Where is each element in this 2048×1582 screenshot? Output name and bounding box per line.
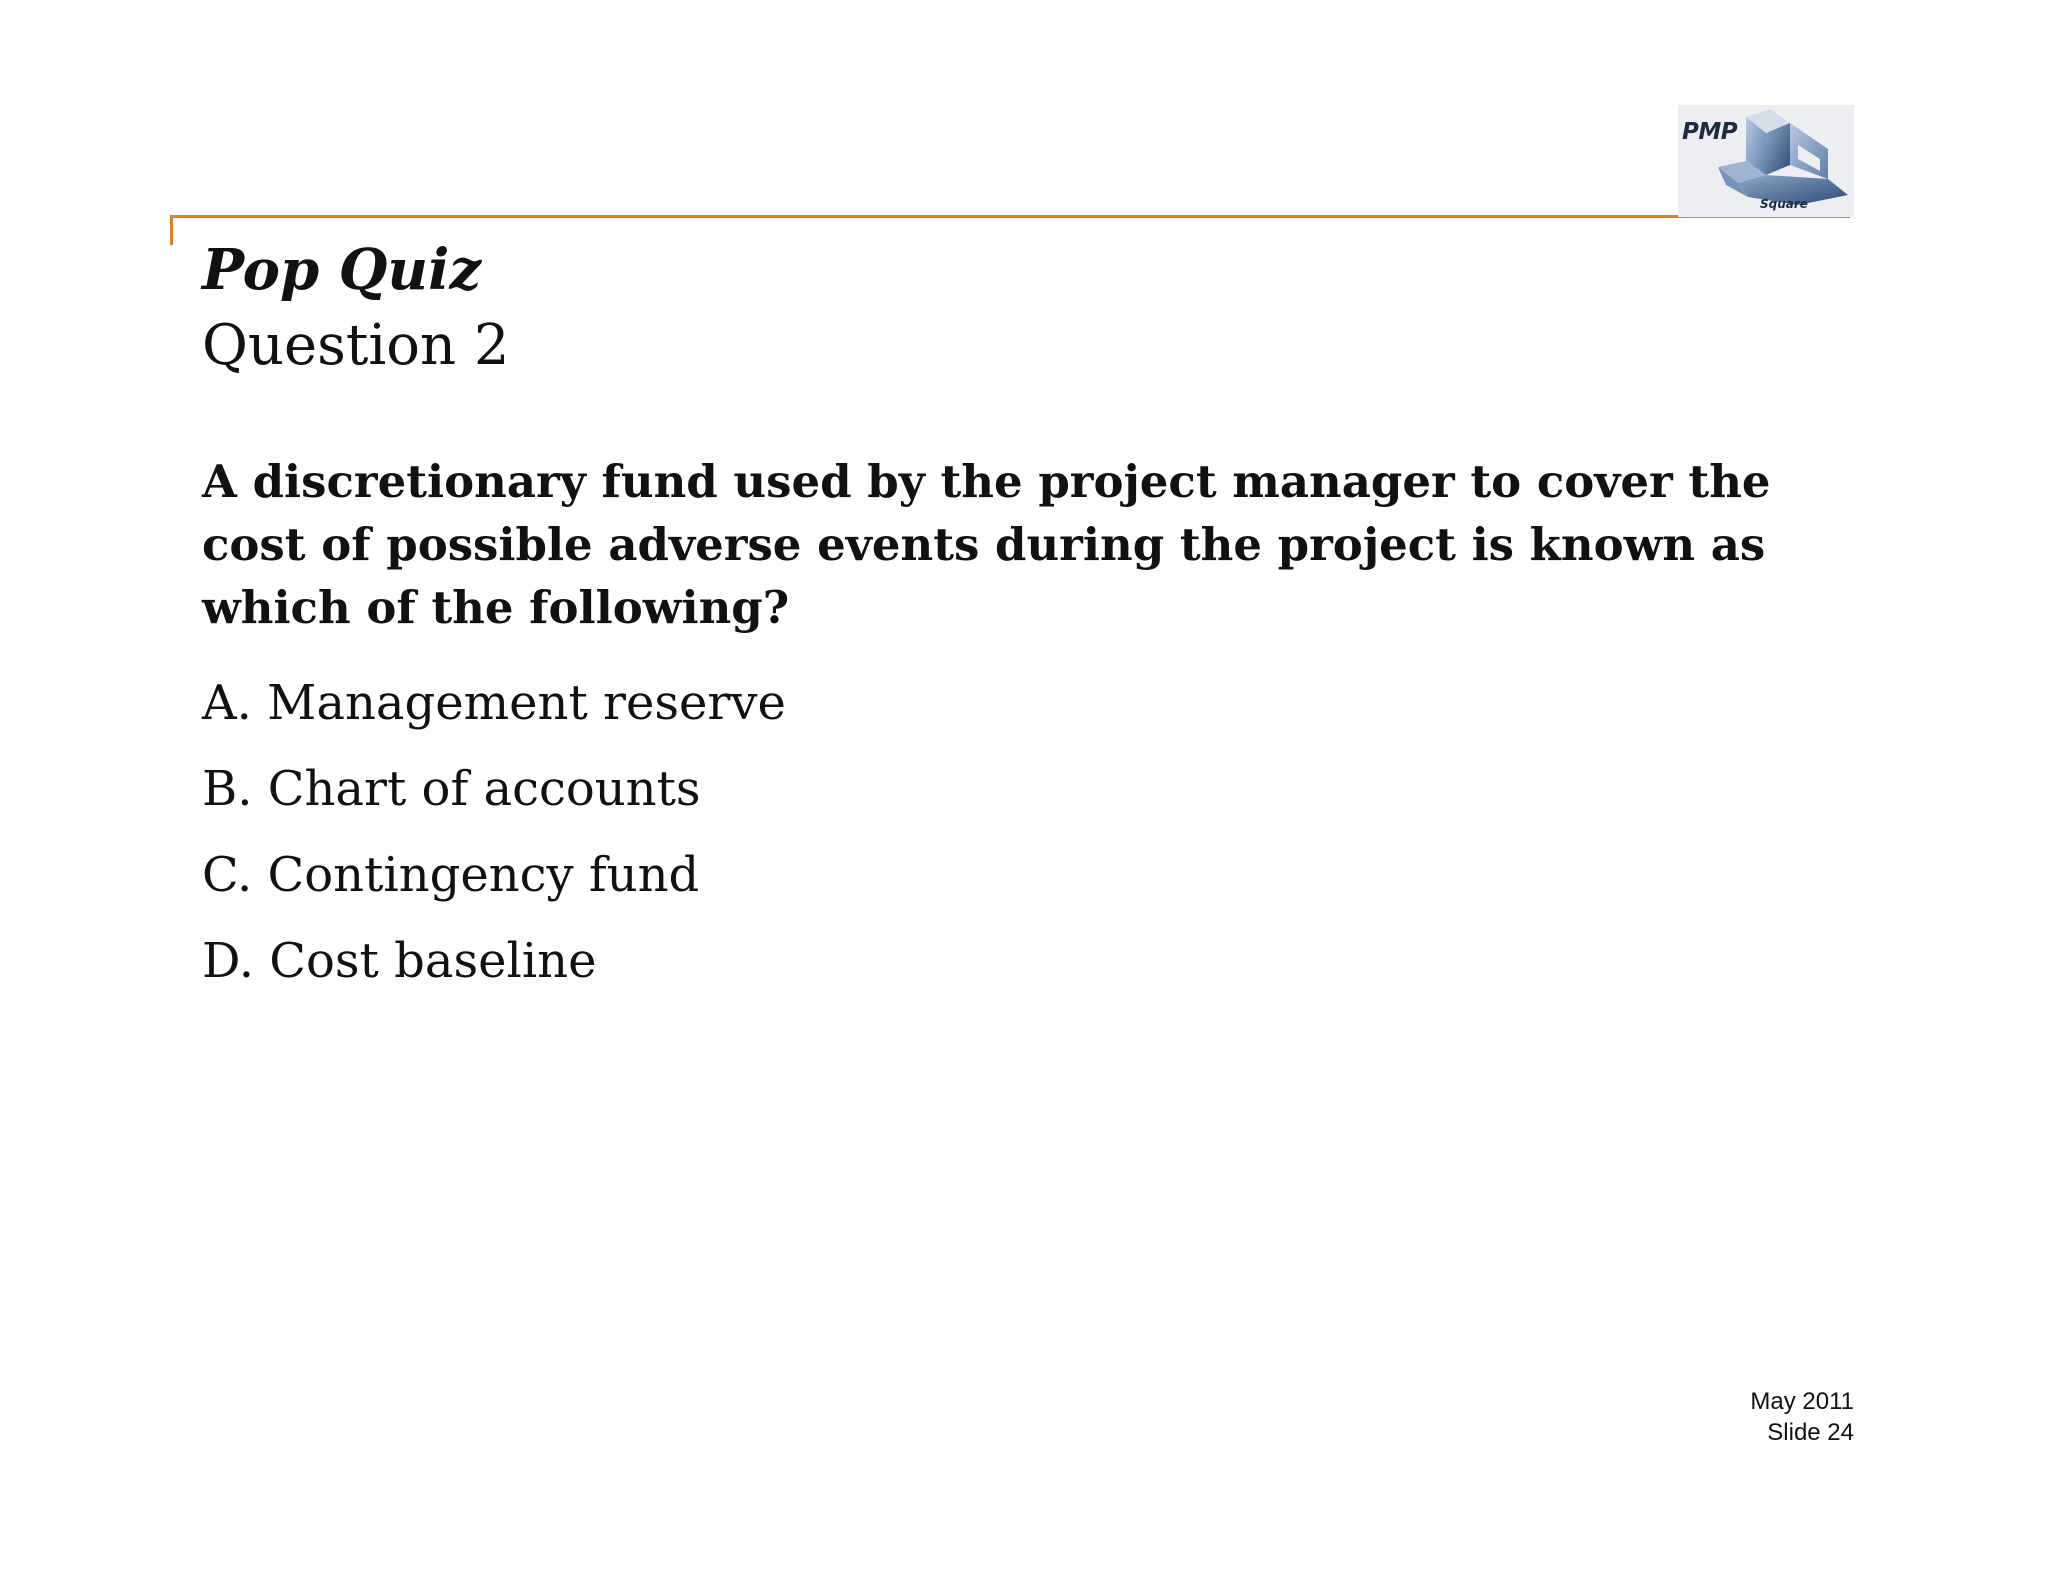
footer-date: May 2011: [1750, 1388, 1854, 1415]
answer-option-c: C. Contingency fund: [202, 847, 700, 903]
slide-title: Pop Quiz: [202, 237, 482, 303]
header-rule-tick: [170, 215, 173, 245]
pmp-square-logo: [1678, 105, 1854, 217]
slide-footer: [1750, 1386, 1854, 1448]
answer-option-b: B. Chart of accounts: [202, 761, 701, 817]
logo-subtext: Square: [1760, 197, 1808, 211]
logo-wordmark: PMP: [1682, 119, 1738, 145]
answer-option-a: A. Management reserve: [202, 675, 786, 731]
footer-slide-number: Slide 24: [1767, 1419, 1854, 1446]
answer-list: [202, 660, 786, 1004]
header-rule: [170, 215, 1850, 218]
slide-subtitle: Question 2: [202, 313, 510, 378]
answer-option-d: D. Cost baseline: [202, 933, 597, 989]
quiz-question: A discretionary fund used by the project manager to cover the cost of possible adverse events during the project is known as which of the following?: [202, 455, 1771, 634]
